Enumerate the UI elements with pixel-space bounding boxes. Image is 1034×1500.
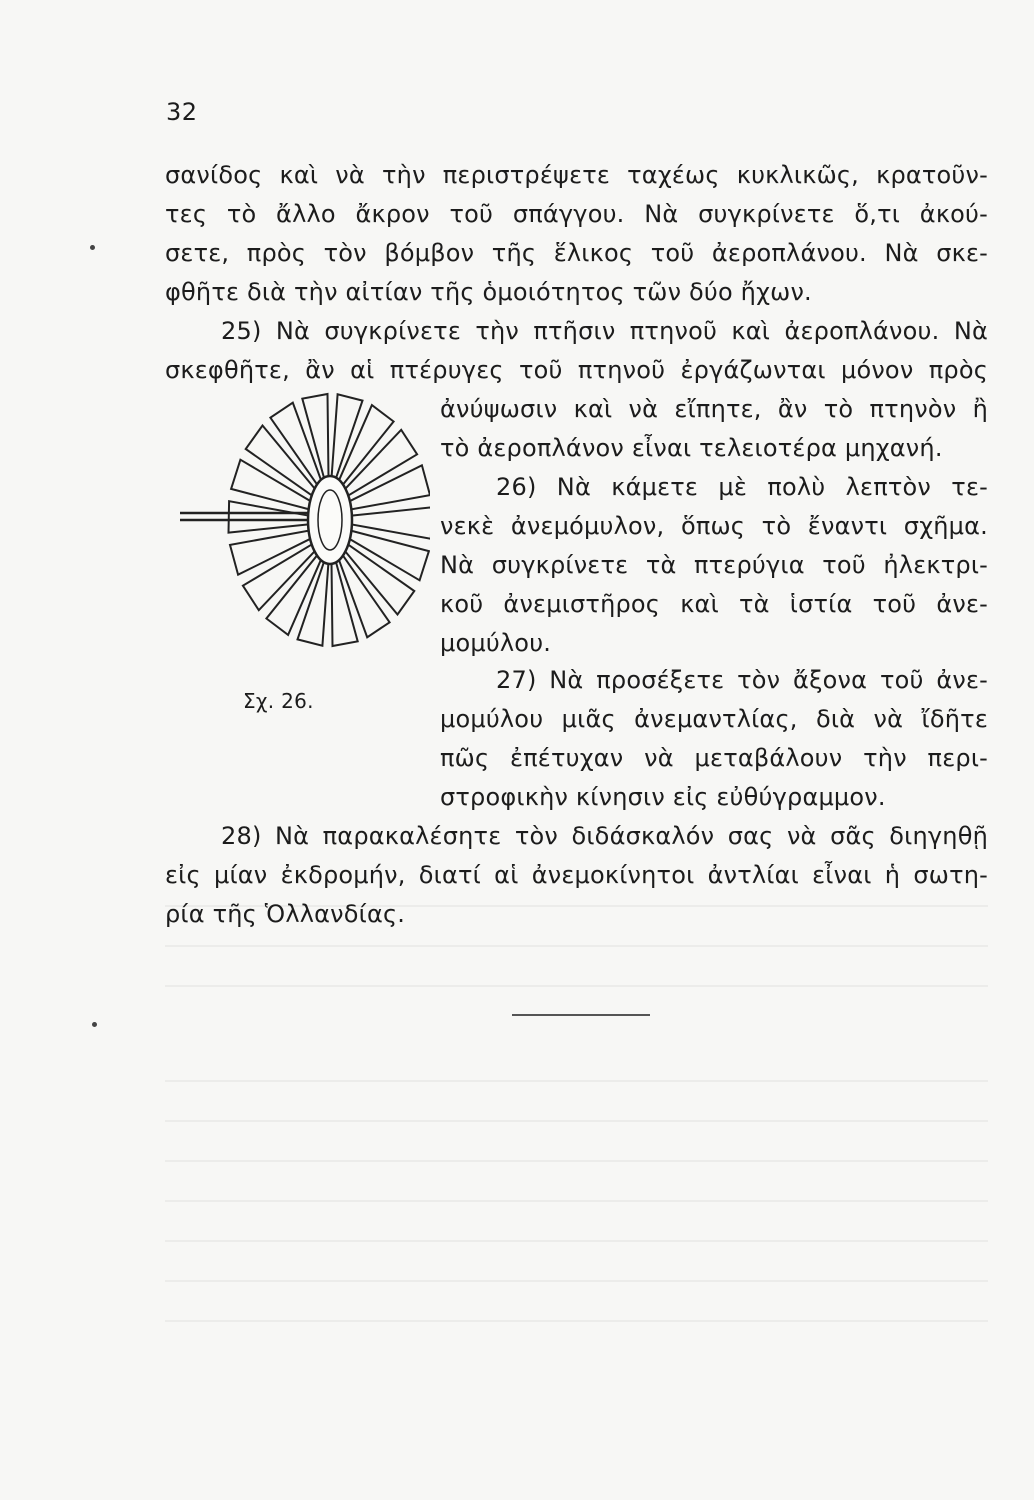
bleed-through xyxy=(165,985,988,987)
windmill-icon xyxy=(180,380,430,680)
text-line: σετε, πρὸς τὸν βόμβον τῆς ἕλικος τοῦ ἀεροπλάνου. Νὰ σκε- xyxy=(165,239,988,267)
text-line: 28) Νὰ παρακαλέσητε τὸν διδάσκαλόν σας νὰ σᾶς διηγηθῇ xyxy=(221,822,988,850)
page-number: 32 xyxy=(166,98,198,126)
bleed-through xyxy=(165,1080,988,1082)
text-line: ρία τῆς Ὁλλανδίας. xyxy=(165,900,406,928)
text-line: μομύλου. xyxy=(440,629,552,657)
ink-speck xyxy=(90,245,95,250)
text-line: πῶς ἐπέτυχαν νὰ μεταβάλουν τὴν περι- xyxy=(440,744,988,772)
text-line: τὸ ἀεροπλάνον εἶναι τελειοτέρα μηχανή. xyxy=(440,434,943,462)
text-line: μομύλου μιᾶς ἀνεμαντλίας, διὰ νὰ ἴδῆτε xyxy=(440,705,988,733)
bleed-through xyxy=(165,1240,988,1242)
text-line: εἰς μίαν ἐκδρομήν, διατί αἱ ἀνεμοκίνητοι ἀντλίαι εἶναι ἡ σωτη- xyxy=(165,861,988,889)
bleed-through xyxy=(165,1200,988,1202)
bleed-through xyxy=(165,1280,988,1282)
text-line: νεκὲ ἀνεμόμυλον, ὅπως τὸ ἔναντι σχῆμα. xyxy=(440,512,988,540)
text-line: 25) Νὰ συγκρίνετε τὴν πτῆσιν πτηνοῦ καὶ ἀεροπλάνου. Νὰ xyxy=(221,317,988,345)
text-line: 26) Νὰ κάμετε μὲ πολὺ λεπτὸν τε- xyxy=(496,473,988,501)
text-line: κοῦ ἀνεμιστῆρος καὶ τὰ ἱστία τοῦ ἀνε- xyxy=(440,590,988,618)
figure-caption: Σχ. 26. xyxy=(243,689,314,713)
bleed-through xyxy=(165,945,988,947)
text-line: ἀνύψωσιν καὶ νὰ εἴπητε, ἂν τὸ πτηνὸν ἢ xyxy=(440,395,988,423)
bleed-through xyxy=(165,1120,988,1122)
text-line: σανίδος καὶ νὰ τὴν περιστρέψετε ταχέως κυκλικῶς, κρατοῦν- xyxy=(165,161,988,189)
bleed-through xyxy=(165,1160,988,1162)
text-line: στροφικὴν κίνησιν εἰς εὐθύγραμμον. xyxy=(440,783,886,811)
ink-speck xyxy=(92,1022,97,1027)
text-line: 27) Νὰ προσέξετε τὸν ἄξονα τοῦ ἀνε- xyxy=(496,666,988,694)
text-line: σκεφθῆτε, ἂν αἱ πτέρυγες τοῦ πτηνοῦ ἐργάζωνται μόνον πρὸς xyxy=(165,356,988,384)
bleed-through xyxy=(165,1320,988,1322)
text-line: τες τὸ ἄλλο ἄκρον τοῦ σπάγγου. Νὰ συγκρίνετε ὅ,τι ἀκού- xyxy=(165,200,988,228)
text-line: φθῆτε διὰ τὴν αἰτίαν τῆς ὁμοιότητος τῶν δύο ἤχων. xyxy=(165,278,812,306)
section-divider xyxy=(512,1014,650,1016)
text-line: Νὰ συγκρίνετε τὰ πτερύγια τοῦ ἠλεκτρι- xyxy=(440,551,988,579)
